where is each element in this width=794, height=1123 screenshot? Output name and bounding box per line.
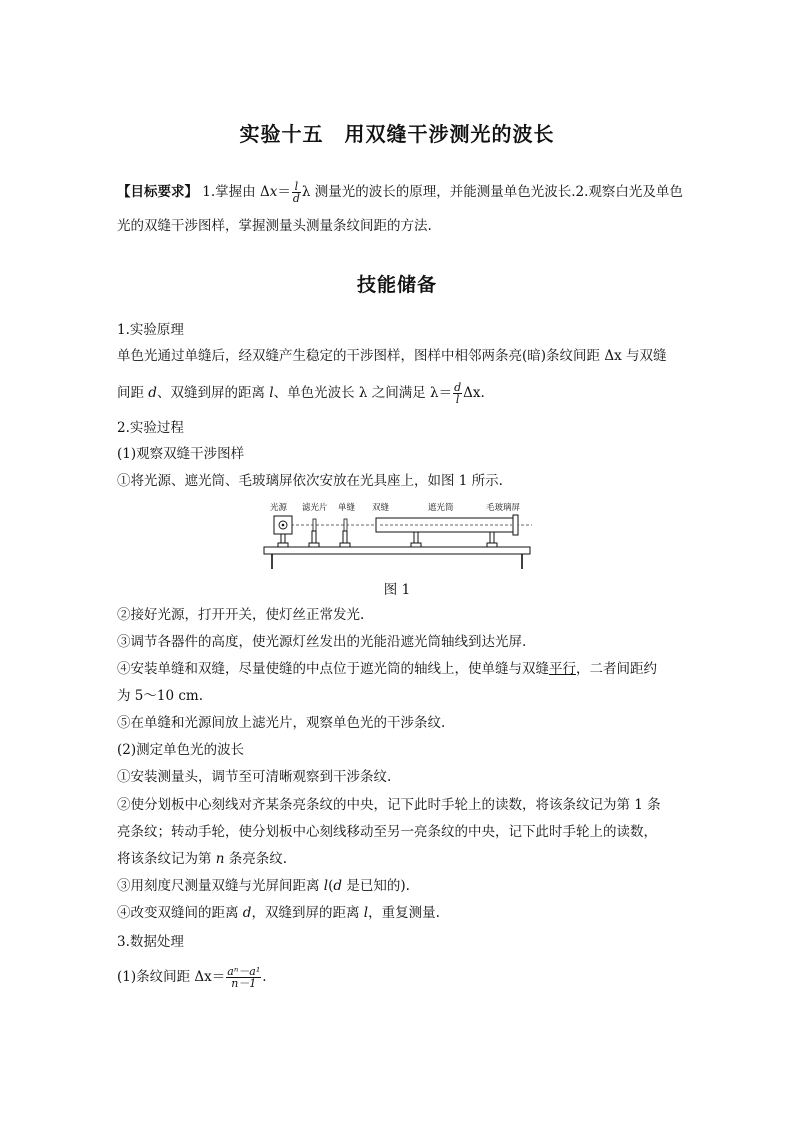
formula-end: . (262, 969, 267, 985)
goal-text-a: 1.掌握由 Δ (198, 184, 270, 200)
process-sub-1: (1)观察双缝干涉图样 (117, 446, 245, 462)
measure-1: ①安装测量头，调节至可清晰观察到干涉条纹. (117, 769, 392, 785)
label-double-slit: 双缝 (372, 503, 390, 513)
var-d: d (148, 385, 157, 401)
measure-2-line-1: ②使分划板中心刻线对齐某条亮条纹的中央，记下此时手轮上的读数，将该条纹记为第 1 条 (117, 797, 661, 813)
measure-4-text-c: ，重复测量. (368, 905, 440, 921)
process-heading: 2.实验过程 (117, 420, 184, 436)
step-4-line-2: 为 5～10 cm. (117, 688, 204, 704)
data-heading: 3.数据处理 (117, 934, 184, 950)
principle-line-1: 单色光通过单缝后，经双缝产生稳定的干涉图样，图样中相邻两条亮(暗)条纹间距 Δx 与双缝 (117, 348, 667, 364)
measure-4-text-b: ，双缝到屏的距离 (251, 905, 364, 921)
principle-text-b: 、双缝到屏的距离 (156, 385, 270, 401)
goal-line-2: 光的双缝干涉图样，掌握测量头测量条纹间距的方法. (117, 218, 432, 234)
goal-tag: 【目标要求】 (117, 184, 198, 200)
formula-den: n－1 (231, 977, 257, 990)
measure-4-var-l: l (363, 905, 369, 921)
label-tube: 遮光筒 (428, 503, 454, 513)
goal-var-x: x (269, 184, 278, 200)
formula-text-a: (1)条纹间距 Δx＝ (117, 969, 226, 985)
measure-2-line-2: 亮条纹；转动手轮，使分划板中心刻线移动至另一亮条纹的中央，记下此时手轮上的读数， (117, 824, 657, 840)
principle-text-a: 间距 (117, 385, 149, 401)
principle-frac-den: l (455, 393, 460, 406)
goal-eq: ＝ (277, 184, 291, 200)
formula-fraction (226, 966, 261, 989)
step-4-text-a: ④安装单缝和双缝，尽量使缝的中点位于遮光筒的轴线上，使单缝与双缝 (117, 661, 549, 677)
goal-text-b: 测量光的波长的原理，并能测量单色光波长.2.观察白光及单色 (310, 184, 683, 200)
principle-fraction (453, 382, 462, 405)
formula-num: aⁿ－a¹ (227, 965, 261, 978)
principle-frac-num: d (454, 381, 462, 394)
filter-element (313, 519, 316, 531)
screen-element (513, 515, 518, 535)
principle-line-2 (117, 382, 485, 405)
var-n: n (215, 851, 225, 867)
principle-heading: 1.实验原理 (117, 322, 184, 338)
step-3: ③调节各器件的高度，使光源灯丝发出的光能沿遮光筒轴线到达光屏. (117, 634, 527, 650)
principle-text-c: 、单色光波长 λ 之间满足 λ＝ (273, 385, 453, 401)
measure-4 (117, 903, 440, 923)
goal-frac-num: l (292, 181, 301, 193)
label-screen: 毛玻璃屏 (486, 503, 521, 513)
step-4-text-b: ，二者间距约 (576, 661, 657, 677)
single-slit-element (344, 519, 347, 531)
measure-2-text-a: 将该条纹记为第 (117, 851, 216, 867)
page-title: 实验十五 用双缝干涉测光的波长 (239, 122, 555, 146)
measure-2-line-3 (117, 849, 287, 869)
goal-frac-den: d (292, 192, 300, 205)
measure-4-var-d: d (242, 905, 252, 921)
step-4 (117, 659, 657, 679)
measure-3-text-b: ( (328, 878, 334, 894)
section-title: 技能储备 (356, 274, 437, 296)
figure-caption: 图 1 (383, 582, 411, 598)
label-light-source: 光源 (270, 503, 288, 513)
measure-3-var-d: d (333, 878, 343, 894)
step-1: ①将光源、遮光筒、毛玻璃屏依次安放在光具座上，如图 1 所示. (117, 473, 503, 489)
label-single-slit: 单缝 (338, 503, 356, 513)
label-filter: 滤光片 (302, 503, 328, 513)
measure-4-text-a: ④改变双缝间的距离 (117, 905, 243, 921)
step-4-underline: 平行 (549, 661, 576, 677)
measure-2-text-b: 条亮条纹. (224, 851, 288, 867)
var-l: l (269, 385, 274, 401)
goal-fraction (292, 181, 301, 204)
step-2: ②接好光源，打开开关，使灯丝正常发光. (117, 607, 365, 623)
goal-lambda: λ (301, 184, 311, 200)
measure-3 (117, 876, 410, 896)
process-sub-2: (2)测定单色光的波长 (117, 742, 245, 758)
goal-line-1 (117, 181, 683, 204)
step-5: ⑤在单缝和光源间放上滤光片，观察单色光的干涉条纹. (117, 715, 446, 731)
optical-bench-rail (264, 547, 530, 554)
principle-end: Δx. (463, 385, 485, 401)
measure-3-var-l: l (323, 878, 329, 894)
measure-3-text-a: ③用刻度尺测量双缝与光屏间距离 (117, 878, 324, 894)
data-formula (117, 966, 267, 989)
measure-3-text-c: 是已知的). (342, 878, 410, 894)
apparatus-figure (262, 497, 534, 571)
